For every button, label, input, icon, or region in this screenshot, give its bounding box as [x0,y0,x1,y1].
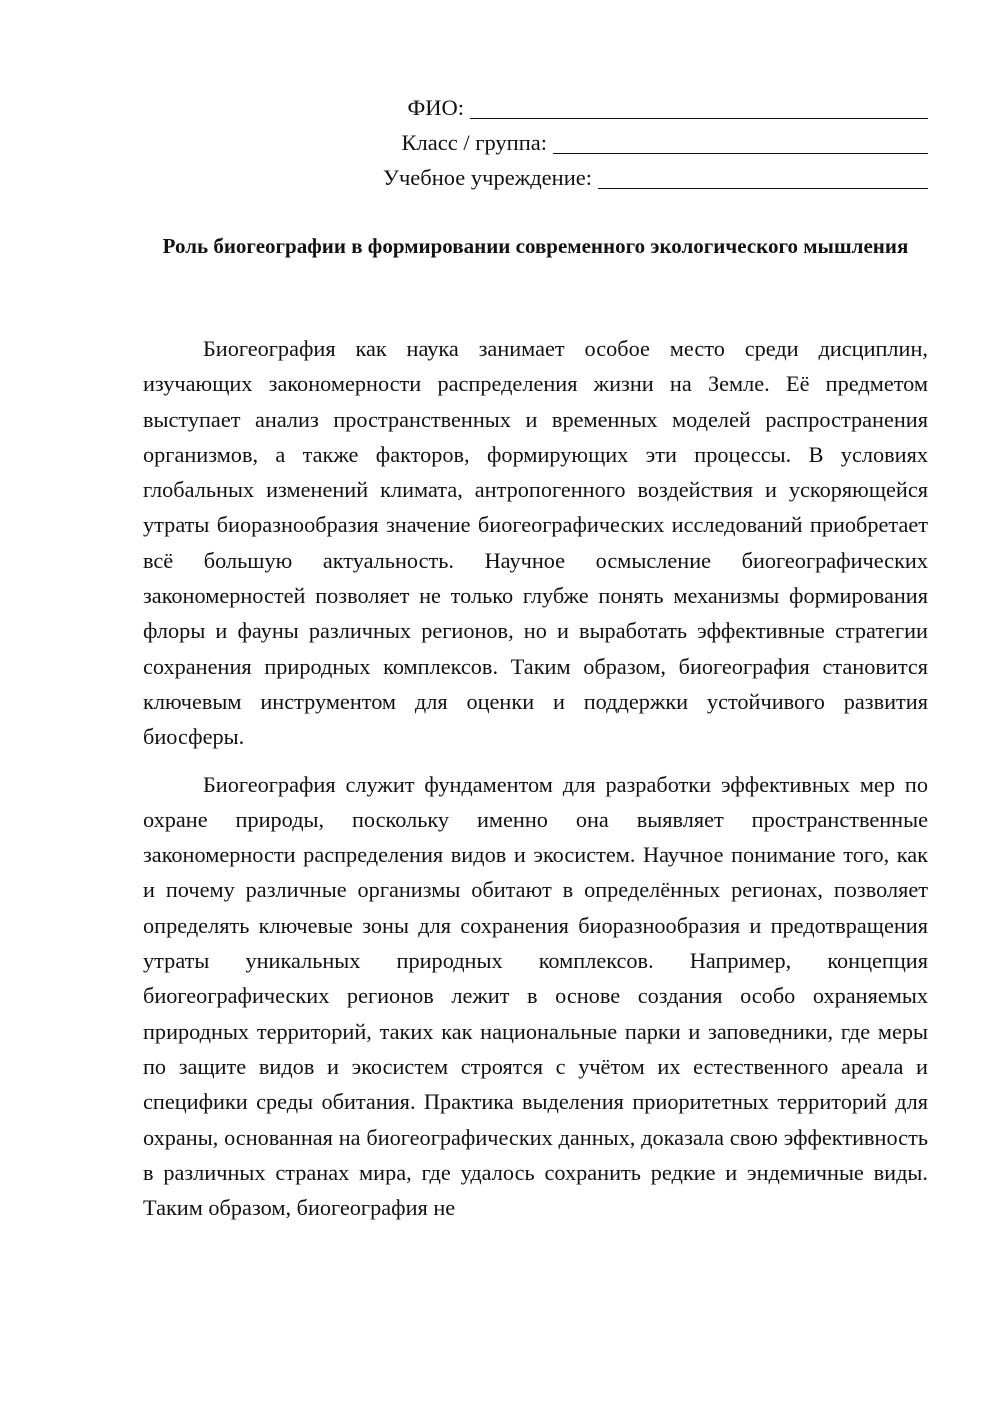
school-line [300,160,928,195]
school-blank-field[interactable] [598,162,928,189]
name-blank-field[interactable] [470,92,928,119]
school-label: Учебное учреждение: [383,165,592,190]
body-paragraph: Биогеография служит фундаментом для разработки эффективных мер по охране природы, поскольку именно она выявляет пространственные закономерности распределения видов и экосистем. Научное понимание того, как и почему различные организмы обитают в определённых регионах, позволяет определять ключевые зоны для сохранения биоразнообразия и предотвращения утраты уникальных природных комплексов. Например, концепция биогеографических регионов лежит в основе создания особо охраняемых природных территорий, таких как национальные парки и заповедники, где меры по защите видов и экосистем строятся с учётом их естественного ареала и специфики среды обитания. Практика выделения приоритетных территорий для охраны, основанная на биогеографических данных, доказала свою эффективность в различных странах мира, где удалось сохранить редкие и эндемичные виды. Таким образом, биогеография не [143,771,928,1221]
document-title: Роль биогеографии в формировании современного экологического мышления [162,234,909,258]
name-line [300,90,928,125]
class-blank-field[interactable] [553,127,928,154]
student-info-header [300,90,928,195]
body-paragraph: Биогеография как наука занимает особое место среди дисциплин, изучающих закономерности распределения жизни на Земле. Её предметом выступает анализ пространственных и временных моделей распространения организмов, а также факторов, формирующих эти процессы. В условиях глобальных изменений климата, антропогенного воздействия и ускоряющейся утраты биоразнообразия значение биогеографических исследований приобретает всё большую актуальность. Научное осмысление биогеографических закономерностей позволяет не только глубже понять механизмы формирования флоры и фауны различных регионов, но и выработать эффективные стратегии сохранения природных комплексов. Таким образом, биогеография становится ключевым инструментом для оценки и поддержки устойчивого развития биосферы. [143,336,928,750]
class-line [300,125,928,160]
name-label: ФИО: [407,95,464,120]
document-body [143,331,928,1237]
class-label: Класс / группа: [401,130,547,155]
